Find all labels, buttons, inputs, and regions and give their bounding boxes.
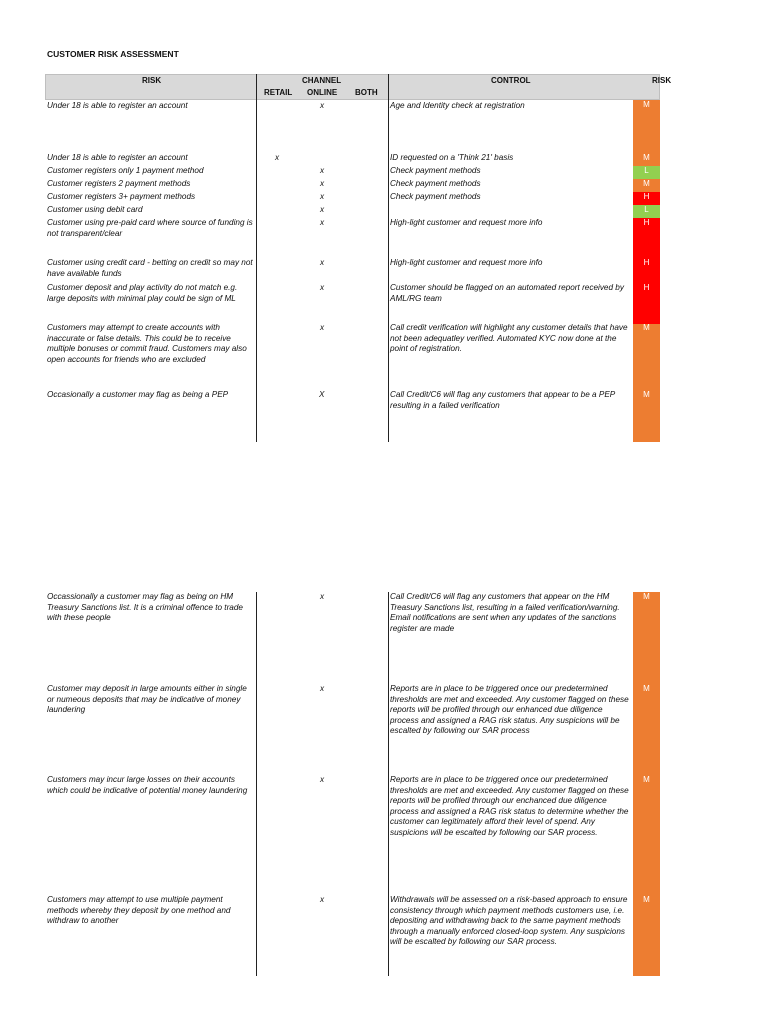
header-control: CONTROL (491, 76, 531, 85)
retail-mark: x (275, 153, 280, 162)
control-text: High-light customer and request more info (390, 258, 543, 267)
risk-level: M (643, 153, 650, 162)
online-mark: x (320, 166, 325, 175)
column-divider (388, 592, 389, 976)
control-text: Reports are in place to be triggered once our predetermined thresholds are met and exceeded. Any customer flagged on these reports will be profiled through our enhanced due diligence process and assigned a RAG risk status. Any suspicions will be escalted by following our SAR process (390, 684, 629, 735)
document-title: CUSTOMER RISK ASSESSMENT (47, 49, 179, 59)
risk-text: Customers may attempt to create accounts with inaccurate or false details. This could be to receive multiple bonuses or commit fraud. Customers may also open accounts for friends who are excluded (47, 323, 247, 364)
header-online: ONLINE (307, 88, 338, 97)
risk-level: M (643, 179, 650, 188)
risk-text: Customers may attempt to use multiple payment methods whereby they deposit by one method and withdraw to another (47, 895, 231, 925)
risk-text: Occasionally a customer may flag as being a PEP (47, 390, 229, 399)
risk-text: Under 18 is able to register an account (47, 153, 188, 162)
control-text: Reports are in place to be triggered once our predetermined thresholds are met and exceeded. Any customer flagged on these reports will be profiled through our enchanced due diligence process and assigned a RAG risk status to determine whether the customer can legitimately afford their level of spend. Any suspicions will be escalted by following our SAR process. (390, 775, 629, 837)
online-mark: x (320, 592, 325, 601)
risk-band-medium (633, 592, 660, 976)
risk-text: Customer registers 2 payment methods (47, 179, 191, 188)
risk-level: M (643, 592, 650, 601)
risk-level: H (643, 218, 650, 227)
control-text: High-light customer and request more info (390, 218, 543, 227)
column-divider (256, 74, 257, 442)
risk-level: H (643, 192, 650, 201)
risk-text: Customer using pre-paid card where source of funding is not transparent/clear (47, 218, 253, 238)
control-text: Check payment methods (390, 179, 481, 188)
risk-text: Customer deposit and play activity do not match e.g. large deposits with minimal play could be sign of ML (47, 283, 238, 303)
control-text: Call Credit/C6 will flag any customers that appear on the HM Treasury Sanctions list, resulting in a failed verification/warning. Email notifications are sent when any updates of the sanctions register are made (390, 592, 620, 633)
risk-text: Customer registers 3+ payment methods (47, 192, 196, 201)
table-header (45, 74, 672, 100)
online-mark: x (320, 775, 325, 784)
risk-text: Customers may incur large losses on their accounts which could be indicative of potential money laundering (47, 775, 248, 795)
risk-band-medium (633, 324, 660, 442)
online-mark: x (320, 895, 325, 904)
risk-level: L (644, 166, 649, 175)
risk-text: Customer using debit card (47, 205, 143, 214)
column-divider (388, 74, 389, 442)
online-mark: x (320, 258, 325, 267)
risk-text: Customer using credit card - betting on credit so may not have available funds (47, 258, 253, 278)
header-channel: CHANNEL (302, 76, 342, 85)
control-text: ID requested on a 'Think 21' basis (390, 153, 514, 162)
online-mark: x (320, 101, 325, 110)
risk-level: M (643, 100, 650, 109)
online-mark: x (320, 179, 325, 188)
control-text: Age and Identity check at registration (390, 101, 525, 110)
online-mark: x (320, 323, 325, 332)
risk-text: Under 18 is able to register an account (47, 101, 188, 110)
online-mark: X (319, 390, 325, 399)
online-mark: x (320, 684, 325, 693)
risk-level: M (643, 684, 650, 693)
risk-level: M (643, 775, 650, 784)
risk-text: Customer may deposit in large amounts either in single or numeous deposits that may be indicative of money laundering (47, 684, 247, 714)
risk-level: H (643, 258, 650, 267)
control-text: Check payment methods (390, 192, 481, 201)
online-mark: x (320, 205, 325, 214)
control-text: Call Credit/C6 will flag any customers that appear to be a PEP resulting in a failed verification (390, 390, 615, 410)
online-mark: x (320, 283, 325, 292)
risk-level: H (643, 283, 650, 292)
risk-text: Occassionally a customer may flag as being on HM Treasury Sanctions list. It is a criminal offence to trade with these people (47, 592, 243, 622)
control-text: Customer should be flagged on an automated report received by AML/RG team (390, 283, 624, 303)
online-mark: x (320, 218, 325, 227)
header-retail: RETAIL (264, 88, 293, 97)
risk-level: M (643, 895, 650, 904)
risk-level: M (643, 323, 650, 332)
risk-level: M (643, 390, 650, 399)
risk-level: L (644, 205, 649, 214)
online-mark: x (320, 192, 325, 201)
control-text: Withdrawals will be assessed on a risk-based approach to ensure consistency through which payment methods customers use, i.e. depositing and withdrawing back to the same payment methods through a manually enforced closed-loop system. Any suspicions will be escalted by following our SAR process. (390, 895, 628, 946)
header-risk-level: RISK (652, 76, 672, 85)
header-both: BOTH (355, 88, 378, 97)
risk-text: Customer registers only 1 payment method (47, 166, 204, 175)
header-risk: RISK (142, 76, 162, 85)
column-divider (256, 592, 257, 976)
control-text: Check payment methods (390, 166, 481, 175)
risk-band-high (633, 218, 660, 324)
control-text: Call credit verification will highlight any customer details that have not been adequatley verified. Automated KYC now done at the point of registration. (390, 323, 628, 353)
